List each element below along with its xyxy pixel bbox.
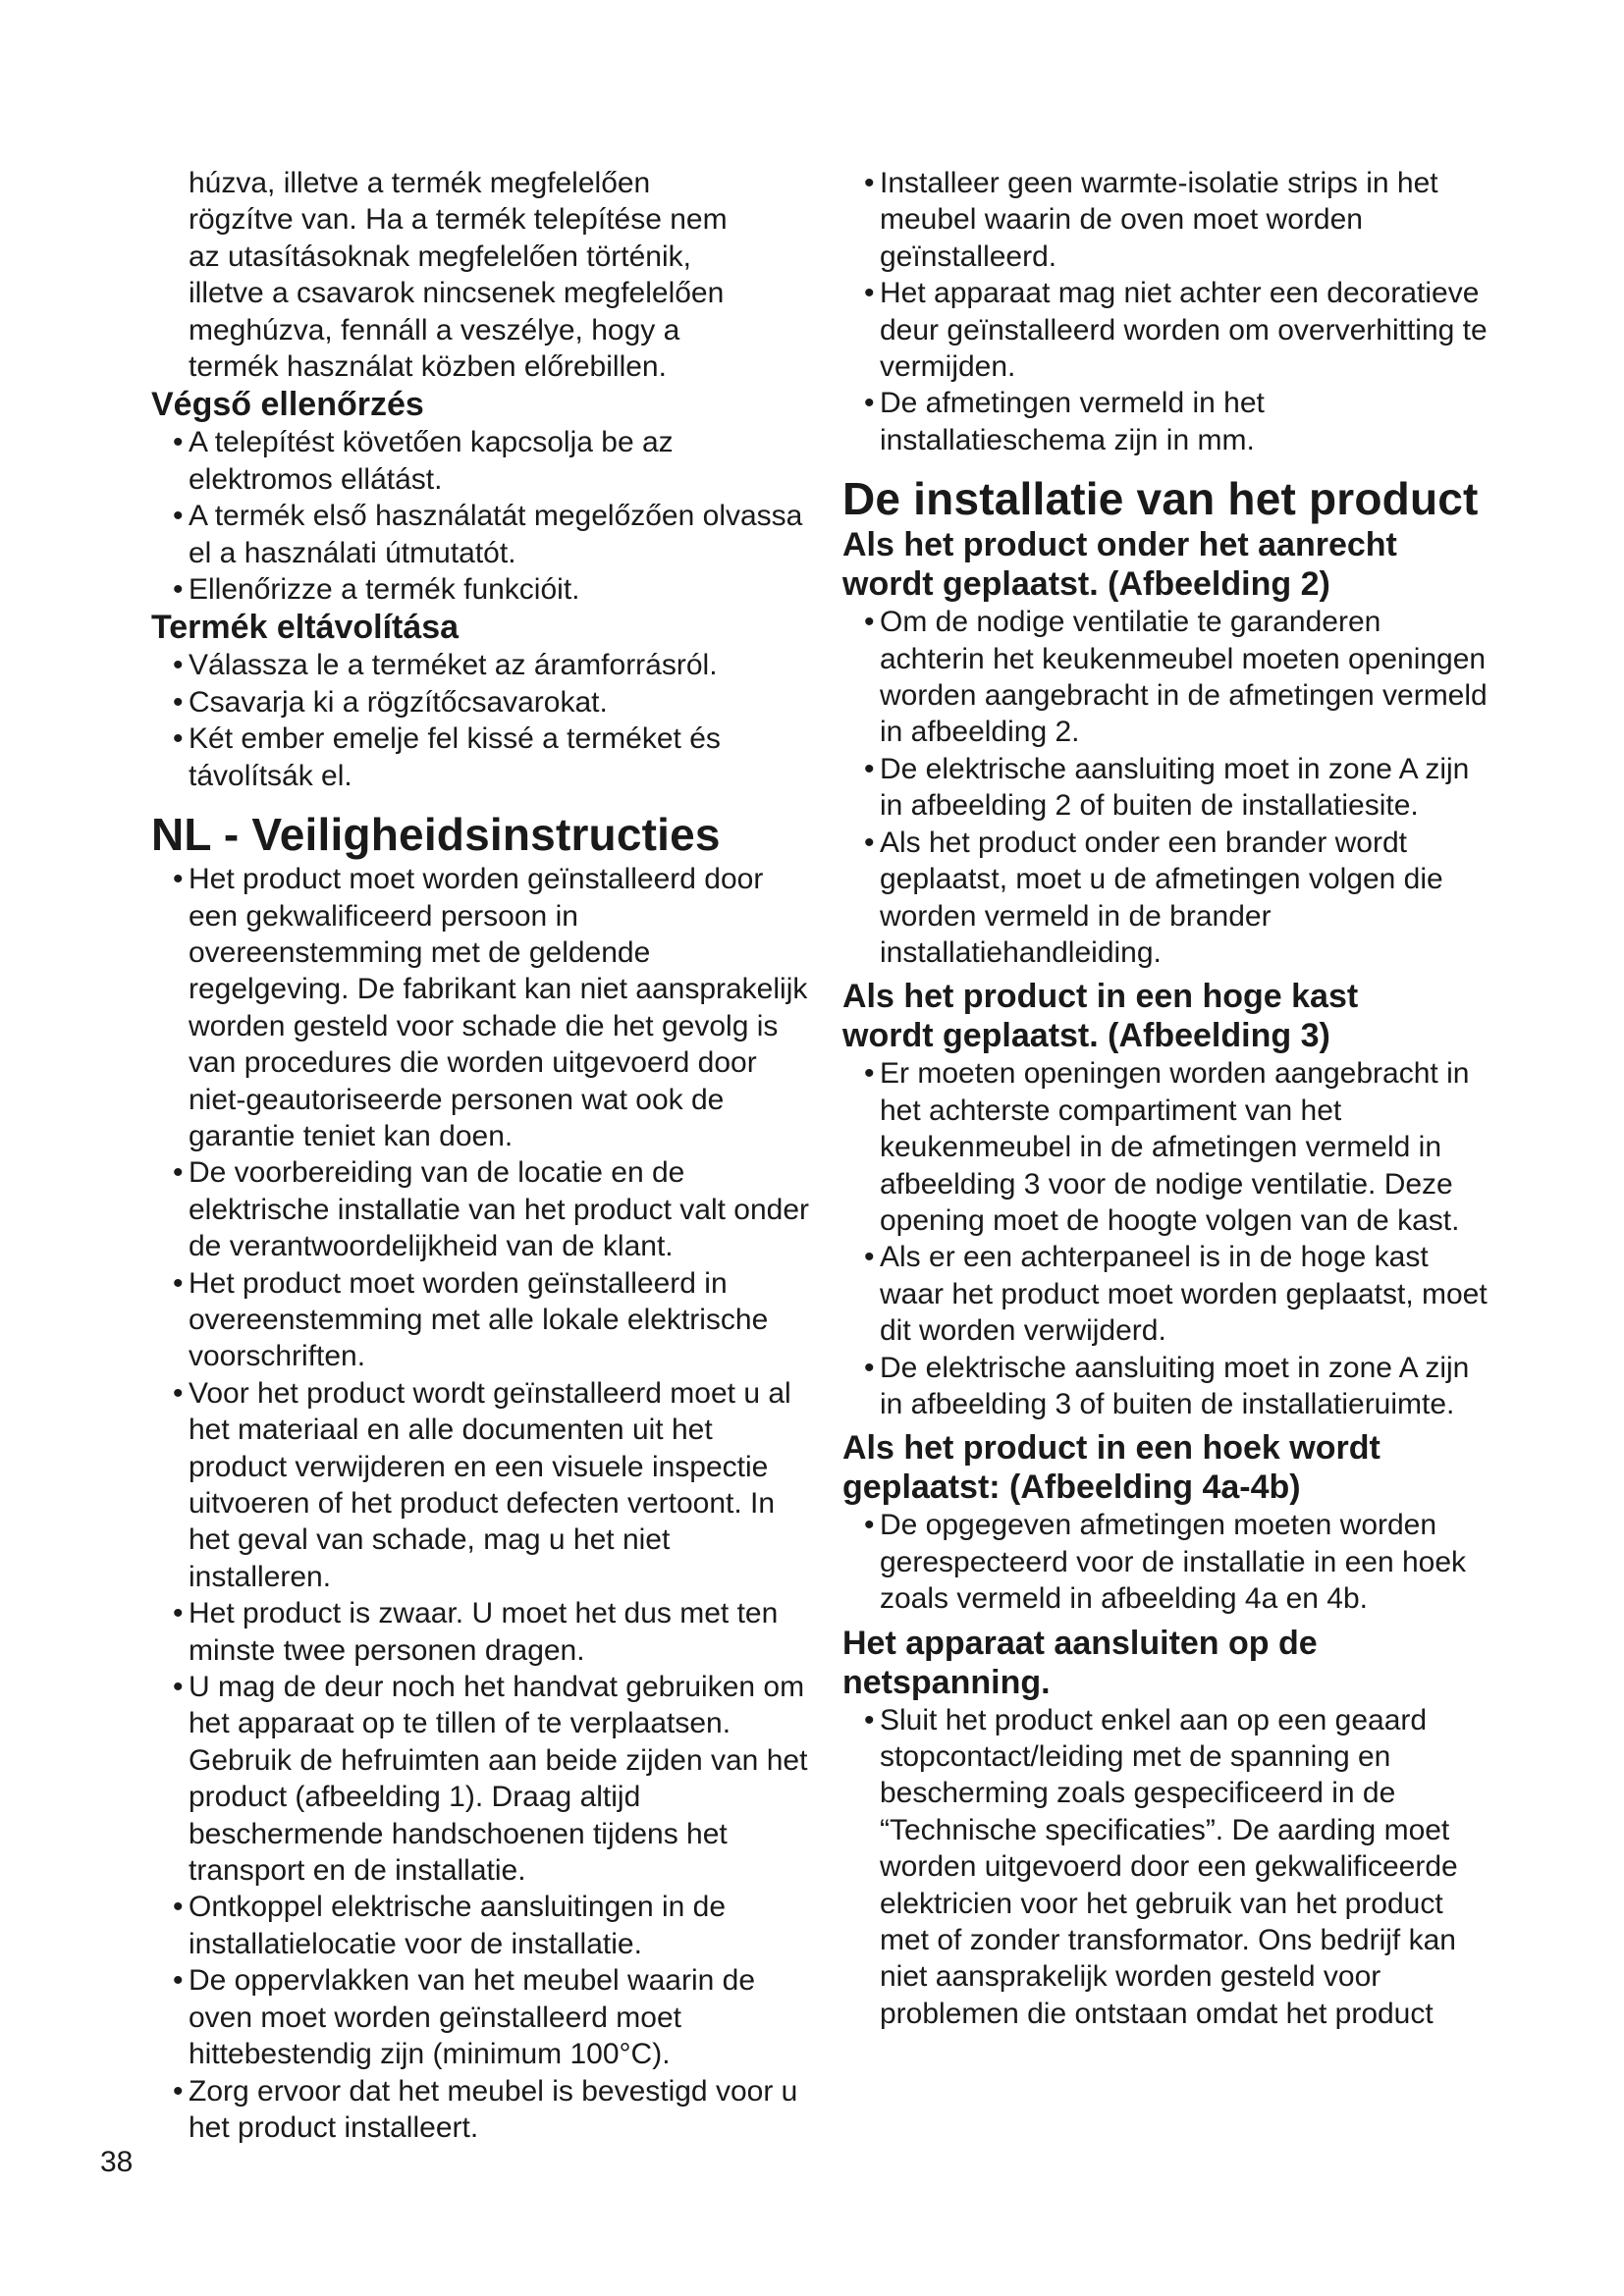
list-item: • Válassza le a terméket az áramforrásról.	[151, 647, 819, 683]
list-item: • A termék első használatát megelőzően olvassa el a használati útmutatót.	[151, 498, 819, 571]
list-item: • Voor het product wordt geïnstalleerd moet u al het materiaal en alle documenten uit het product verwijderen en een visuele inspectie uitvoeren of het product defecten vertoont. In het geval van schade, mag u het niet installeren.	[151, 1375, 819, 1595]
list-item: • Het product moet worden geïnstalleerd door een gekwalificeerd persoon in overeenstemming met de geldende regelgeving. De fabrikant kan niet aansprakelijk worden gesteld voor schade die het gevolg is van procedures die worden uitgevoerd door niet-geautoriseerde personen wat ook de garantie teniet kan doen.	[151, 861, 819, 1154]
intro-paragraph	[151, 165, 819, 385]
nl-safety-list	[151, 861, 819, 2146]
list-item: • A telepítést követően kapcsolja be az elektromos ellátást.	[151, 424, 819, 498]
mains-heading	[842, 1624, 1490, 1702]
list-item: • Als er een achterpaneel is in de hoge kast waar het product moet worden geplaatst, moet dit worden verwijderd.	[842, 1239, 1490, 1349]
list-item: • Zorg ervoor dat het meubel is bevestigd voor u het product installeert.	[151, 2073, 819, 2147]
heading-line: Het apparaat aansluiten op de	[842, 1624, 1318, 1662]
intro-line: termék használat közben előrebillen.	[189, 350, 667, 384]
list-item: • Het product is zwaar. U moet het dus met ten minste twee personen dragen.	[151, 1595, 819, 1669]
final-check-heading: Végső ellenőrzés	[151, 386, 424, 424]
removal-list	[151, 647, 819, 794]
installation-heading: De installatie van het product	[842, 473, 1479, 525]
intro-line: illetve a csavarok nincsenek megfelelően	[189, 277, 725, 310]
under-counter-list	[842, 604, 1490, 971]
intro-line: meghúzva, fennáll a veszélye, hogy a	[189, 313, 680, 347]
list-item: • Sluit het product enkel aan op een geaard stopcontact/leiding met de spanning en bescherming zoals gespecificeerd in de “Technische specificaties”. De aarding moet worden uitgevoerd door een gekwalificeerde elektricien voor het gebruik van het product met of zonder transformator. Ons bedrijf kan niet aansprakelijk worden gesteld voor problemen die ontstaan omdat het product	[842, 1702, 1490, 2033]
list-item: • Ontkoppel elektrische aansluitingen in de installatielocatie voor de installatie.	[151, 1889, 819, 1962]
list-item: • De oppervlakken van het meubel waarin de oven moet worden geïnstalleerd moet hittebestendig zijn (minimum 100°C).	[151, 1962, 819, 2072]
final-check-list	[151, 424, 819, 608]
heading-line: Als het product in een hoge kast	[842, 978, 1359, 1016]
list-item: • De elektrische aansluiting moet in zone A zijn in afbeelding 3 of buiten de installatieruimte.	[842, 1350, 1490, 1423]
list-item: • Er moeten openingen worden aangebracht in het achterste compartiment van het keukenmeubel in de afmetingen vermeld in afbeelding 3 voor de nodige ventilatie. Deze opening moet de hoogte volgen van de kast.	[842, 1055, 1490, 1239]
list-item: • De afmetingen vermeld in het installatieschema zijn in mm.	[842, 385, 1490, 458]
tall-cabinet-list	[842, 1055, 1490, 1422]
corner-heading	[842, 1428, 1490, 1507]
intro-line: az utasításoknak megfelelően történik,	[189, 240, 691, 273]
tall-cabinet-heading	[842, 977, 1490, 1055]
heading-line: wordt geplaatst. (Afbeelding 2)	[842, 565, 1330, 604]
heading-line: wordt geplaatst. (Afbeelding 3)	[842, 1017, 1330, 1055]
list-item: • Két ember emelje fel kissé a terméket és távolítsák el.	[151, 721, 819, 794]
corner-list	[842, 1507, 1490, 1617]
heading-line: geplaatst: (Afbeelding 4a-4b)	[842, 1468, 1301, 1507]
list-item: • Het apparaat mag niet achter een decoratieve deur geïnstalleerd worden om oververhitting te vermijden.	[842, 275, 1490, 385]
mains-list	[842, 1702, 1490, 2033]
right-column	[842, 165, 1490, 2032]
nl-safety-heading: NL - Veiligheidsinstructies	[151, 809, 721, 861]
list-item: • Om de nodige ventilatie te garanderen achterin het keukenmeubel moeten openingen worden aangebracht in de afmetingen vermeld in afbeelding 2.	[842, 604, 1490, 751]
under-counter-heading	[842, 525, 1490, 604]
left-column	[151, 165, 819, 2146]
list-item: • De voorbereiding van de locatie en de elektrische installatie van het product valt onder de verantwoordelijkheid van de klant.	[151, 1154, 819, 1264]
intro-line: húzva, illetve a termék megfelelően	[189, 167, 651, 199]
list-item: • De opgegeven afmetingen moeten worden gerespecteerd voor de installatie in een hoek zoals vermeld in afbeelding 4a en 4b.	[842, 1507, 1490, 1617]
heading-line: netspanning.	[842, 1663, 1051, 1701]
page-number: 38	[100, 2146, 134, 2178]
list-item: • Ellenőrizze a termék funkcióit.	[151, 571, 819, 608]
list-item: • De elektrische aansluiting moet in zone A zijn in afbeelding 2 of buiten de installatiesite.	[842, 751, 1490, 825]
removal-heading: Termék eltávolítása	[151, 609, 460, 647]
intro-line: rögzítve van. Ha a termék telepítése nem	[189, 203, 728, 237]
list-item: • U mag de deur noch het handvat gebruiken om het apparaat op te tillen of te verplaatsen. Gebruik de hefruimten aan beide zijden van het product (afbeelding 1). Draag altijd beschermende handschoenen tijdens het transport en de installatie.	[151, 1669, 819, 1889]
heading-line: Als het product onder het aanrecht	[842, 526, 1397, 564]
heading-line: Als het product in een hoek wordt	[842, 1429, 1380, 1468]
list-item: • Het product moet worden geïnstalleerd in overeenstemming met alle lokale elektrische voorschriften.	[151, 1265, 819, 1375]
list-item: • Als het product onder een brander wordt geplaatst, moet u de afmetingen volgen die worden vermeld in de brander installatiehandleiding.	[842, 825, 1490, 972]
list-item: • Csavarja ki a rögzítőcsavarokat.	[151, 684, 819, 721]
top-list	[842, 165, 1490, 458]
list-item: • Installeer geen warmte-isolatie strips in het meubel waarin de oven moet worden geïnstalleerd.	[842, 165, 1490, 275]
